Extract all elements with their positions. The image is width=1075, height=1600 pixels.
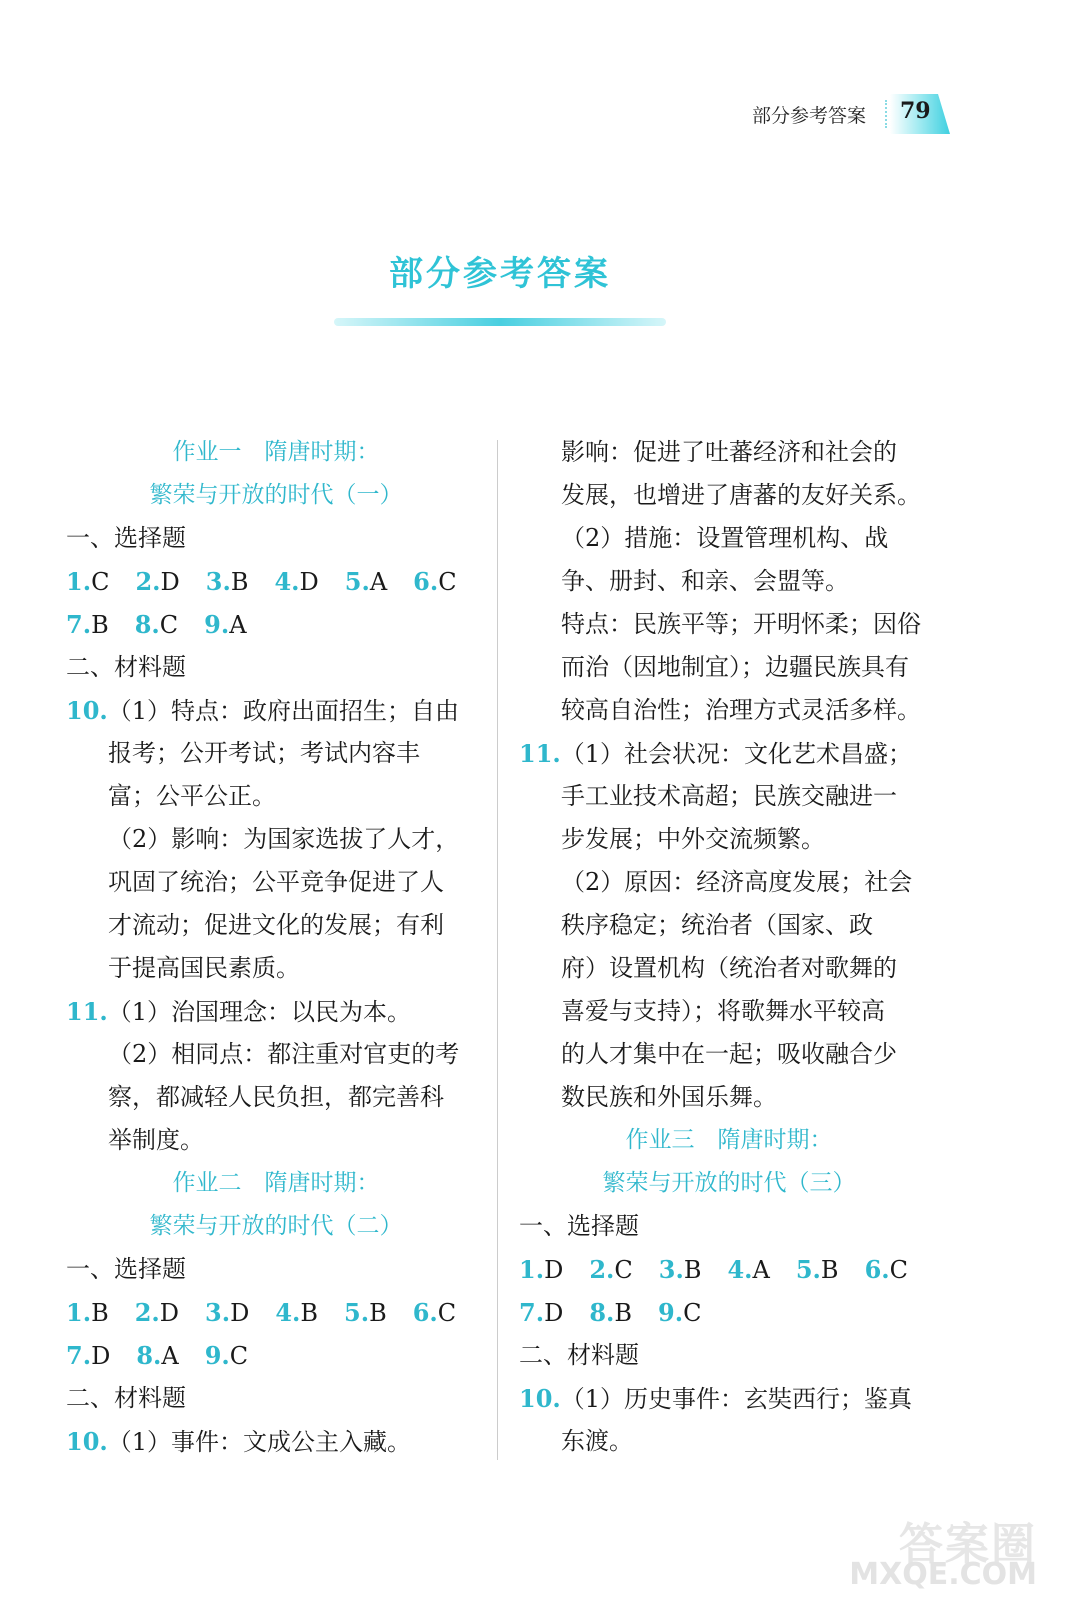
question-number: 11. xyxy=(519,739,561,768)
answer-choice: B xyxy=(300,1299,319,1327)
answer-choice: B xyxy=(91,611,109,639)
answer-choice: A xyxy=(229,611,247,639)
numbered-answer-line xyxy=(66,689,486,732)
question-number: 10. xyxy=(66,1427,108,1456)
answer-choice: C xyxy=(438,568,457,596)
answer-choice: C xyxy=(437,1299,457,1327)
assignment-heading: 繁荣与开放的时代（三） xyxy=(602,1170,856,1196)
assignment-heading: 繁荣与开放的时代（一） xyxy=(149,482,403,508)
answer-row xyxy=(66,1334,486,1377)
watermark-logo-text: 答案圈 xyxy=(899,1519,1037,1570)
assignment-heading: 作业二 隋唐时期： xyxy=(172,1170,380,1196)
answer-item xyxy=(589,1291,632,1335)
answer-item xyxy=(274,560,318,604)
answer-text-line: 的人才集中在一起；吸收融合少 xyxy=(561,1040,897,1068)
answer-choice: B xyxy=(230,568,249,596)
question-number: 1. xyxy=(66,567,92,596)
answer-choice: D xyxy=(544,1256,564,1284)
answer-text-line: 较高自治性；治理方式灵活多样。 xyxy=(561,696,921,724)
title-underline xyxy=(334,318,666,326)
answer-item xyxy=(344,1291,387,1335)
answer-choice: D xyxy=(299,568,319,596)
answer-choice: D xyxy=(159,1299,180,1327)
answer-text-line: 秩序稳定；统治者（国家、政 xyxy=(561,911,873,939)
answer-text-line: 察，都减轻人民负担，都完善科 xyxy=(108,1083,444,1111)
answer-row xyxy=(519,1291,939,1334)
answer-text-line: 府）设置机构（统治者对歌舞的 xyxy=(561,954,897,982)
assignment-heading: 繁荣与开放的时代（二） xyxy=(149,1213,403,1239)
page-title: 部分参考答案 xyxy=(389,254,611,294)
answer-text-line: 影响：促进了吐蕃经济和社会的 xyxy=(561,438,897,466)
answer-item xyxy=(206,560,249,604)
answer-item xyxy=(66,1334,110,1378)
answer-item xyxy=(275,1291,318,1335)
column-divider xyxy=(497,440,498,1460)
page-number: 79 xyxy=(900,98,931,124)
page-header xyxy=(700,94,950,134)
question-number: 7. xyxy=(519,1298,545,1327)
answer-item xyxy=(519,1248,563,1292)
question-number: 3. xyxy=(658,1255,684,1284)
answer-row xyxy=(519,1248,939,1291)
answer-choice: C xyxy=(159,611,179,639)
question-number: 10. xyxy=(66,696,108,725)
answer-text: （1）治国理念：以民为本。 xyxy=(107,998,412,1026)
answer-item xyxy=(413,1291,456,1335)
question-number: 7. xyxy=(66,610,92,639)
answer-text-line: 手工业技术高超；民族交融进一 xyxy=(561,782,897,810)
question-number: 5. xyxy=(344,1298,370,1327)
answer-text: （1）历史事件：玄奘西行；鉴真 xyxy=(560,1385,913,1413)
numbered-answer-line xyxy=(66,1420,486,1463)
question-number: 8. xyxy=(136,1341,162,1370)
section-heading: 一、选择题 xyxy=(66,524,186,552)
question-number: 2. xyxy=(135,567,161,596)
answer-row xyxy=(66,603,486,646)
answer-choice: C xyxy=(229,1342,249,1370)
answer-text-line: 发展，也增进了唐蕃的友好关系。 xyxy=(561,481,921,509)
answer-row xyxy=(66,560,486,603)
answer-choice: C xyxy=(91,568,110,596)
question-number: 6. xyxy=(413,567,439,596)
question-number: 4. xyxy=(275,1298,301,1327)
watermark xyxy=(849,1508,1037,1598)
section-heading: 二、材料题 xyxy=(66,1384,186,1412)
left-column xyxy=(66,431,486,1463)
answer-item xyxy=(205,1291,249,1335)
right-column xyxy=(519,431,939,1463)
answer-choice: B xyxy=(91,1299,109,1327)
answer-choice: A xyxy=(369,568,388,596)
section-heading: 一、选择题 xyxy=(519,1212,639,1240)
answer-item xyxy=(66,1291,109,1335)
question-number: 2. xyxy=(134,1298,160,1327)
answer-text-line: （2）影响：为国家选拔了人才， xyxy=(108,825,460,853)
question-number: 5. xyxy=(795,1255,821,1284)
answer-text-line: 才流动；促进文化的发展；有利 xyxy=(108,911,444,939)
question-number: 4. xyxy=(274,567,300,596)
question-number: 5. xyxy=(344,567,370,596)
answer-text-line: 特点：民族平等；开明怀柔；因俗 xyxy=(561,610,921,638)
assignment-heading: 作业三 隋唐时期： xyxy=(625,1127,833,1153)
answer-item xyxy=(659,1248,702,1292)
answer-item xyxy=(413,560,456,604)
answer-text-line: 东渡。 xyxy=(561,1427,633,1455)
answer-choice: D xyxy=(544,1299,564,1327)
answer-text-line: （2）原因：经济高度发展；社会 xyxy=(561,868,913,896)
answer-text-line: 于提高国民素质。 xyxy=(108,954,300,982)
numbered-answer-line xyxy=(66,990,486,1033)
answer-item xyxy=(796,1248,839,1292)
question-number: 6. xyxy=(412,1298,438,1327)
numbered-answer-line xyxy=(519,732,939,775)
section-heading: 二、材料题 xyxy=(66,653,186,681)
question-number: 7. xyxy=(66,1341,92,1370)
answer-item xyxy=(135,603,178,647)
answer-item xyxy=(135,1291,179,1335)
answer-item xyxy=(589,1248,632,1292)
answer-text-line: 数民族和外国乐舞。 xyxy=(561,1083,777,1111)
question-number: 9. xyxy=(204,610,230,639)
question-number: 10. xyxy=(519,1384,561,1413)
answer-choice: C xyxy=(614,1256,633,1284)
answer-item xyxy=(519,1291,563,1335)
answer-text-line: 争、册封、和亲、会盟等。 xyxy=(561,567,849,595)
answer-choice: D xyxy=(160,568,180,596)
question-number: 4. xyxy=(727,1255,753,1284)
answer-choice: D xyxy=(91,1342,111,1370)
answer-choice: A xyxy=(752,1256,770,1284)
running-header-label: 部分参考答案 xyxy=(752,105,867,127)
answer-text-line: （2）措施：设置管理机构、战 xyxy=(561,524,889,552)
answer-choice: D xyxy=(230,1299,250,1327)
answer-text-line: 富；公平公正。 xyxy=(108,782,276,810)
question-number: 8. xyxy=(134,610,160,639)
answer-text-line: 步发展；中外交流频繁。 xyxy=(561,825,825,853)
answer-text-line: 巩固了统治；公平竞争促进了人 xyxy=(108,868,444,896)
header-dotted-separator xyxy=(885,100,889,128)
answer-text-line: 而治（因地制宜）；边疆民族具有 xyxy=(561,653,909,681)
answer-item xyxy=(66,603,109,647)
answer-item xyxy=(135,560,179,604)
answer-text-line: 喜爱与支持）；将歌舞水平较高 xyxy=(561,997,885,1025)
numbered-answer-line xyxy=(519,1377,939,1420)
answer-text-line: 报考；公开考试；考试内容丰 xyxy=(108,739,420,767)
answer-choice: B xyxy=(820,1256,839,1284)
answer-item xyxy=(205,1334,248,1378)
answer-item xyxy=(727,1248,769,1292)
answer-text: （1）事件：文成公主入藏。 xyxy=(107,1428,412,1456)
section-heading: 一、选择题 xyxy=(66,1255,186,1283)
question-number: 2. xyxy=(589,1255,615,1284)
answer-choice: A xyxy=(161,1342,179,1370)
answer-text: （1）特点：政府出面招生；自由 xyxy=(107,697,460,725)
answer-choice: B xyxy=(369,1299,387,1327)
answer-item xyxy=(865,1248,908,1292)
answer-item xyxy=(66,560,109,604)
question-number: 6. xyxy=(864,1255,890,1284)
question-number: 11. xyxy=(66,997,108,1026)
question-number: 1. xyxy=(66,1298,92,1327)
answer-item xyxy=(204,603,246,647)
answer-item xyxy=(658,1291,701,1335)
answer-choice: B xyxy=(614,1299,633,1327)
answer-choice: C xyxy=(683,1299,702,1327)
answer-text-line: （2）相同点：都注重对官吏的考 xyxy=(108,1040,460,1068)
watermark-url: MXQE.COM xyxy=(849,1557,1037,1592)
answer-item xyxy=(136,1334,178,1378)
question-number: 3. xyxy=(205,567,231,596)
assignment-heading: 作业一 隋唐时期： xyxy=(172,439,380,465)
question-number: 1. xyxy=(519,1255,545,1284)
answer-choice: B xyxy=(683,1256,702,1284)
question-number: 9. xyxy=(658,1298,684,1327)
answer-choice: C xyxy=(889,1256,908,1284)
section-heading: 二、材料题 xyxy=(519,1341,639,1369)
question-number: 3. xyxy=(205,1298,231,1327)
answer-item xyxy=(345,560,387,604)
question-number: 8. xyxy=(589,1298,615,1327)
answer-text-line: 举制度。 xyxy=(108,1126,204,1154)
answer-text: （1）社会状况：文化艺术昌盛； xyxy=(560,740,913,768)
answer-row xyxy=(66,1291,486,1334)
question-number: 9. xyxy=(204,1341,230,1370)
